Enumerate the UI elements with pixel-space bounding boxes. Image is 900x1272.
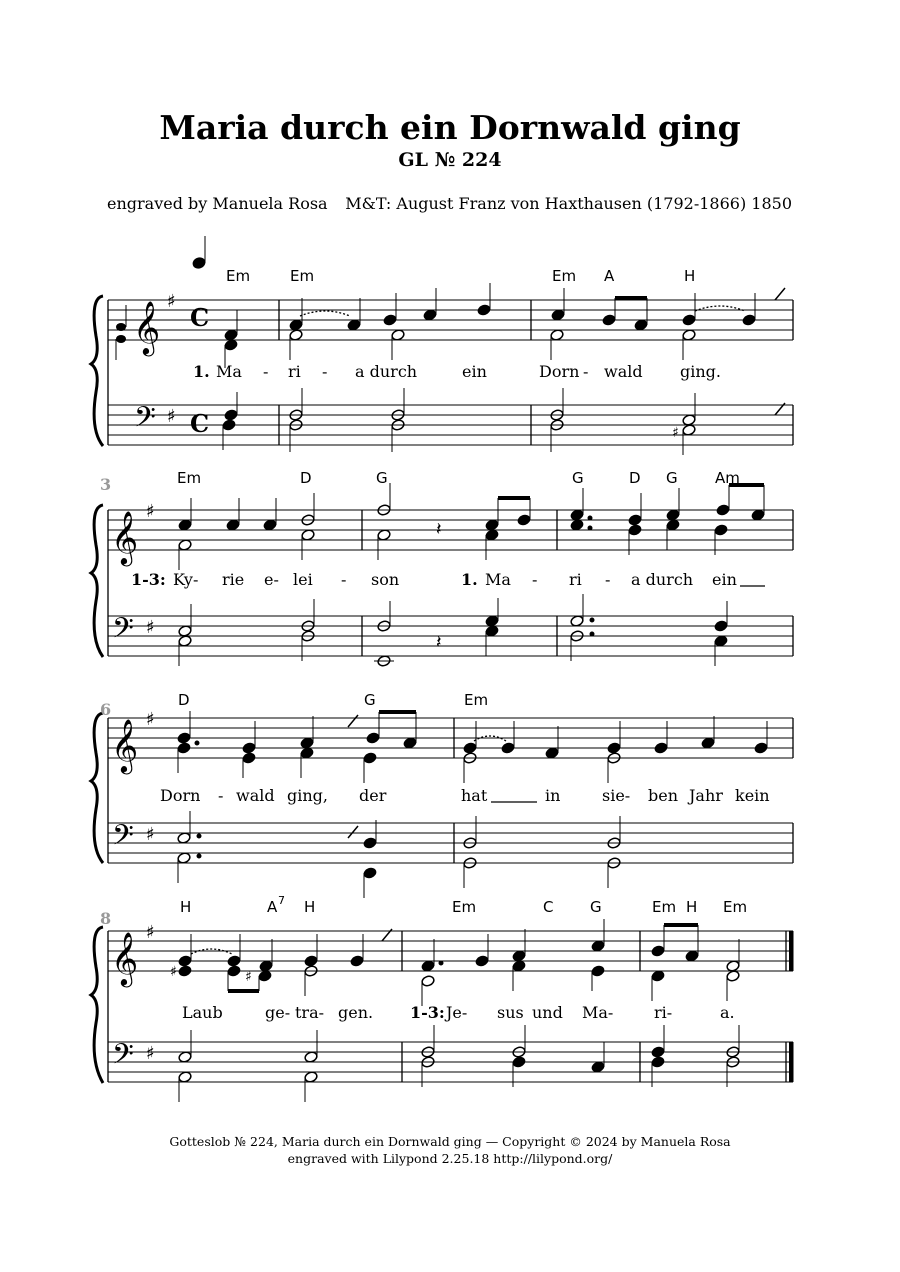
system-brace xyxy=(91,713,103,863)
chord-symbol: G xyxy=(666,469,678,487)
lyric-syllable: a durch xyxy=(355,362,418,381)
lyric-syllable: sus xyxy=(497,1003,524,1022)
sharp-icon: ♯ xyxy=(146,709,155,730)
lyric-syllable: wald xyxy=(604,362,643,381)
bass-clef-icon: 𝄢 xyxy=(112,819,134,859)
copyright-line: Gotteslob № 224, Maria durch ein Dornwald ging — Copyright © 2024 by Manuela Rosa xyxy=(169,1134,731,1149)
chord-symbol: Em xyxy=(177,469,202,487)
chord-symbol: G xyxy=(590,898,602,916)
bass-notes xyxy=(177,811,621,898)
lyric-syllable: e- xyxy=(264,570,279,589)
chord-symbol: A xyxy=(267,898,278,916)
treble-clef-icon: 𝄞 xyxy=(133,300,161,354)
measure-number: 8 xyxy=(100,909,112,928)
chord-symbol: D xyxy=(300,469,312,487)
chord-symbol: A xyxy=(604,267,615,285)
chord-symbol: G xyxy=(364,691,376,709)
treble-staff xyxy=(108,510,793,550)
chord-symbol: H xyxy=(686,898,698,916)
chord-symbols xyxy=(178,691,488,709)
sharp-icon: ♯ xyxy=(146,1043,155,1064)
lyric-syllable: Laub xyxy=(182,1003,223,1022)
lyric-syllable: son xyxy=(371,570,400,589)
lyrics xyxy=(131,570,765,589)
chord-symbol: G xyxy=(572,469,584,487)
treble-clef-icon: 𝄞 xyxy=(111,931,139,985)
treble-notes xyxy=(178,483,765,570)
treble-clef-icon: 𝄞 xyxy=(111,718,139,772)
song-title: Maria durch ein Dornwald ging xyxy=(159,108,741,147)
chord-symbols xyxy=(177,469,740,487)
lyric-hyphen: - xyxy=(605,570,611,589)
lyric-syllable: kein xyxy=(735,786,770,805)
chord-symbols xyxy=(180,894,747,916)
lyrics xyxy=(182,1003,735,1022)
lyric-syllable: und xyxy=(532,1003,563,1022)
measure-number: 6 xyxy=(100,700,112,719)
lyric-syllable: lei xyxy=(293,570,313,589)
sharp-icon: ♯ xyxy=(167,406,176,427)
page-footer xyxy=(0,1133,900,1167)
lyric-syllable: ein xyxy=(712,570,737,589)
treble-notes xyxy=(177,711,768,783)
lyric-syllable: ri xyxy=(569,570,582,589)
lyric-syllable: rie xyxy=(222,570,245,589)
system-4 xyxy=(91,894,794,1102)
chord-symbol: H xyxy=(684,267,696,285)
lyric-hyphen: - xyxy=(263,362,269,381)
lyric-syllable: Ky- xyxy=(173,570,199,589)
system-1 xyxy=(91,236,793,455)
bass-clef-icon: 𝄢 xyxy=(112,1038,134,1078)
verse-number: 1. xyxy=(461,570,478,589)
treble-staff xyxy=(108,718,793,758)
lyric-syllable: Dorn xyxy=(160,786,201,805)
time-signature: C xyxy=(190,303,210,332)
system-brace xyxy=(91,927,103,1083)
lyric-hyphen: - xyxy=(532,570,538,589)
lyric-syllable: Ma- xyxy=(582,1003,614,1022)
verse-number: 1-3: xyxy=(131,570,166,589)
lyric-syllable: in xyxy=(545,786,561,805)
svg-text:♯: ♯ xyxy=(170,964,177,980)
lyric-syllable: ging. xyxy=(680,362,721,381)
final-barline xyxy=(789,931,794,1082)
measure-number: 3 xyxy=(100,475,112,494)
lyric-hyphen: - xyxy=(341,570,347,589)
lyric-syllable: Jahr xyxy=(689,786,723,805)
bass-staff xyxy=(108,616,793,656)
lyric-syllable: hat xyxy=(461,786,488,805)
svg-text:♯: ♯ xyxy=(672,425,679,441)
lyric-syllable: der xyxy=(359,786,387,805)
chord-symbol: Am xyxy=(715,469,740,487)
lyric-hyphen: - xyxy=(583,362,589,381)
lyric-syllable: ge- xyxy=(265,1003,291,1022)
lyric-hyphen: - xyxy=(218,786,224,805)
chord-symbol: G xyxy=(376,469,388,487)
treble-notes xyxy=(170,919,740,1006)
lyrics xyxy=(193,362,721,381)
lyric-syllable: ging, xyxy=(287,786,328,805)
chord-symbol: Em xyxy=(552,267,577,285)
bass-notes xyxy=(178,1025,740,1102)
song-subtitle: GL № 224 xyxy=(398,149,502,171)
system-3 xyxy=(91,691,793,898)
verse-number: 1. xyxy=(193,362,210,381)
system-brace xyxy=(91,296,103,446)
chord-symbol: Em xyxy=(290,267,315,285)
sharp-icon: ♯ xyxy=(146,824,155,845)
lyric-syllable: wald xyxy=(236,786,275,805)
lyric-syllable: Dorn xyxy=(539,362,580,381)
lyric-syllable: a. xyxy=(720,1003,735,1022)
sharp-icon: ♯ xyxy=(146,501,155,522)
sharp-icon: ♯ xyxy=(167,291,176,312)
lyric-syllable: Je- xyxy=(446,1003,468,1022)
system-2 xyxy=(91,469,793,667)
chord-symbol: H xyxy=(180,898,192,916)
lyric-syllable: Ma xyxy=(216,362,242,381)
bass-staff xyxy=(108,823,793,863)
lyric-syllable: a durch xyxy=(631,570,694,589)
svg-text:♯: ♯ xyxy=(245,969,252,985)
sharp-icon: ♯ xyxy=(146,922,155,943)
chord-symbol: D xyxy=(629,469,641,487)
time-signature: C xyxy=(190,409,210,438)
system-brace xyxy=(91,505,103,657)
chord-superscript: 7 xyxy=(278,894,285,907)
treble-notes xyxy=(192,236,785,368)
cue-notes xyxy=(116,305,126,360)
chord-symbol: C xyxy=(543,898,554,916)
engraver-credit: engraved by Manuela Rosa xyxy=(107,194,328,213)
sharp-icon: ♯ xyxy=(146,617,155,638)
treble-staff xyxy=(108,931,793,971)
lyric-syllable: ein xyxy=(462,362,487,381)
bass-clef-icon: 𝄢 xyxy=(112,612,134,652)
chord-symbol: Em xyxy=(226,267,251,285)
lyric-syllable: ben xyxy=(648,786,679,805)
chord-symbol: Em xyxy=(452,898,477,916)
lyric-hyphen: - xyxy=(322,362,328,381)
ties xyxy=(300,306,745,316)
verse-number: 1-3: xyxy=(410,1003,445,1022)
lyric-syllable: sie- xyxy=(602,786,631,805)
lyric-syllable: tra- xyxy=(295,1003,325,1022)
bass-staff xyxy=(108,1042,793,1082)
lyric-syllable: ri- xyxy=(654,1003,673,1022)
chord-symbols xyxy=(226,267,695,285)
lyrics xyxy=(160,786,770,805)
chord-symbol: Em xyxy=(652,898,677,916)
lyric-syllable: gen. xyxy=(338,1003,374,1022)
chord-symbol: D xyxy=(178,691,190,709)
chord-symbol: Em xyxy=(723,898,748,916)
chord-symbol: Em xyxy=(464,691,489,709)
svg-text:𝄽: 𝄽 xyxy=(436,632,442,653)
svg-text:𝄽: 𝄽 xyxy=(436,519,442,540)
treble-clef-icon: 𝄞 xyxy=(111,510,139,564)
chord-symbol: H xyxy=(304,898,316,916)
lyric-syllable: Ma xyxy=(485,570,511,589)
composer-credit: M&T: August Franz von Haxthausen (1792-1866) 1850 xyxy=(345,194,792,213)
engraving-software-line: engraved with Lilypond 2.25.18 http://lilypond.org/ xyxy=(287,1151,613,1166)
lyric-syllable: ri xyxy=(288,362,301,381)
bass-clef-icon: 𝄢 xyxy=(134,401,156,441)
